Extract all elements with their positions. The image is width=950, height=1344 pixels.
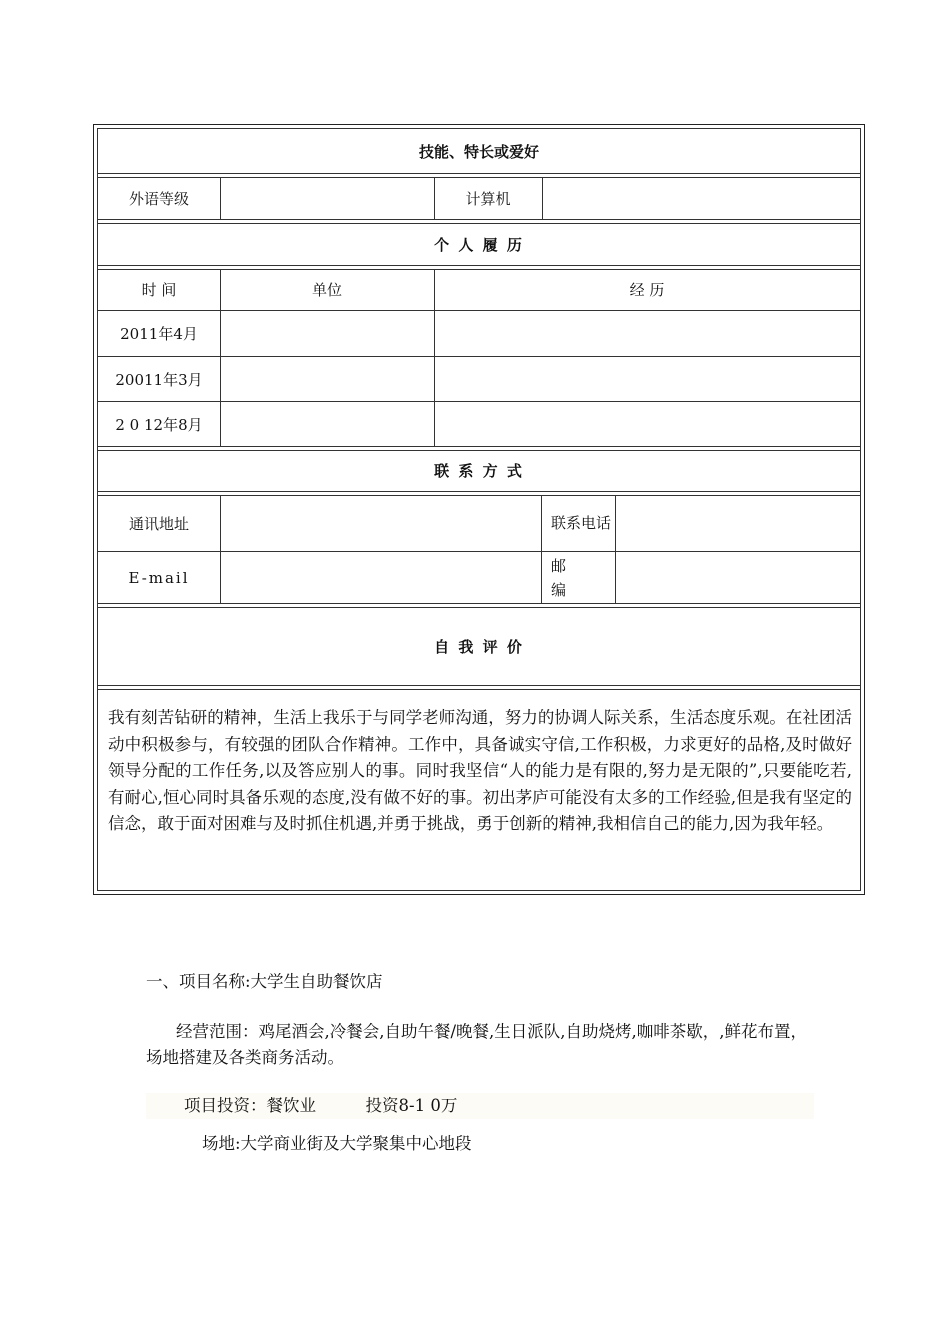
foreign-language-value[interactable] (220, 177, 434, 219)
divider (220, 177, 221, 219)
divider (220, 495, 221, 603)
project-scope: 经营范围：鸡尾酒会,冷餐会,自助午餐/晚餐,生日派队,自助烧烤,咖啡茶歇，,鲜花布置，场地搭建及各类商务活动。 (146, 1022, 808, 1067)
divider (541, 495, 542, 603)
project-investment: 项目投资：餐饮业 投资8-1 0万 (184, 1096, 458, 1115)
project-name: 一、项目名称:大学生自助餐饮店 (146, 972, 383, 991)
divider (98, 685, 860, 690)
col-unit-header: 单位 (311, 281, 342, 299)
table-inner-border (97, 128, 861, 891)
resume-row-time: 20011年3月 (115, 370, 203, 389)
col-experience-header: 经 历 (629, 281, 665, 299)
divider (434, 269, 435, 446)
project-venue: 场地:大学商业街及大学聚集中心地段 (202, 1134, 472, 1153)
resume-section-title: 个 人 履 历 (434, 235, 524, 254)
col-time-header: 时 间 (141, 281, 177, 299)
contact-section-title: 联 系 方 式 (434, 462, 524, 480)
foreign-language-label: 外语等级 (128, 189, 189, 208)
skills-section-title: 技能、特长或爱好 (418, 142, 539, 161)
computer-value[interactable] (542, 177, 860, 219)
divider (542, 177, 543, 219)
self-eval-text: 我有刻苦钻研的精神，生活上我乐于与同学老师沟通，努力的协调人际关系，生活态度乐观。在社团活动中积极参与，有较强的团队合作精神。工作中，具备诚实守信,工作积极，力求更好的品格,及时做好领导分配的工作任务,以及答应别人的事。同时我坚信“人的能力是有限的,努力是无限的”,只要能吃若,有耐心,恒心同时具备乐观的态度,没有做不好的事。初出茅庐可能没有太多的工作经验,但是我有坚定的信念，敢于面对困难与及时抓住机遇,并勇于挑战，勇于创新的精神,我相信自己的能力,因为我年轻。 (108, 708, 852, 833)
self-eval-section-title: 自 我 评 价 (434, 637, 524, 656)
email-value[interactable] (220, 552, 541, 603)
phone-label: 联系电话 (551, 514, 612, 532)
resume-row-time: 2011年4月 (120, 325, 198, 343)
divider (615, 495, 616, 603)
phone-value[interactable] (615, 495, 860, 551)
address-label: 通讯地址 (128, 514, 189, 533)
address-value[interactable] (220, 495, 541, 551)
resume-form-table (93, 124, 865, 895)
computer-label: 计算机 (465, 189, 511, 208)
email-label: E-mail (128, 568, 190, 587)
divider (220, 269, 221, 446)
postcode-label: 邮编 (551, 556, 567, 599)
divider (434, 177, 435, 219)
postcode-value[interactable] (615, 552, 860, 603)
resume-row-time: 2 0 12年8月 (115, 415, 203, 434)
